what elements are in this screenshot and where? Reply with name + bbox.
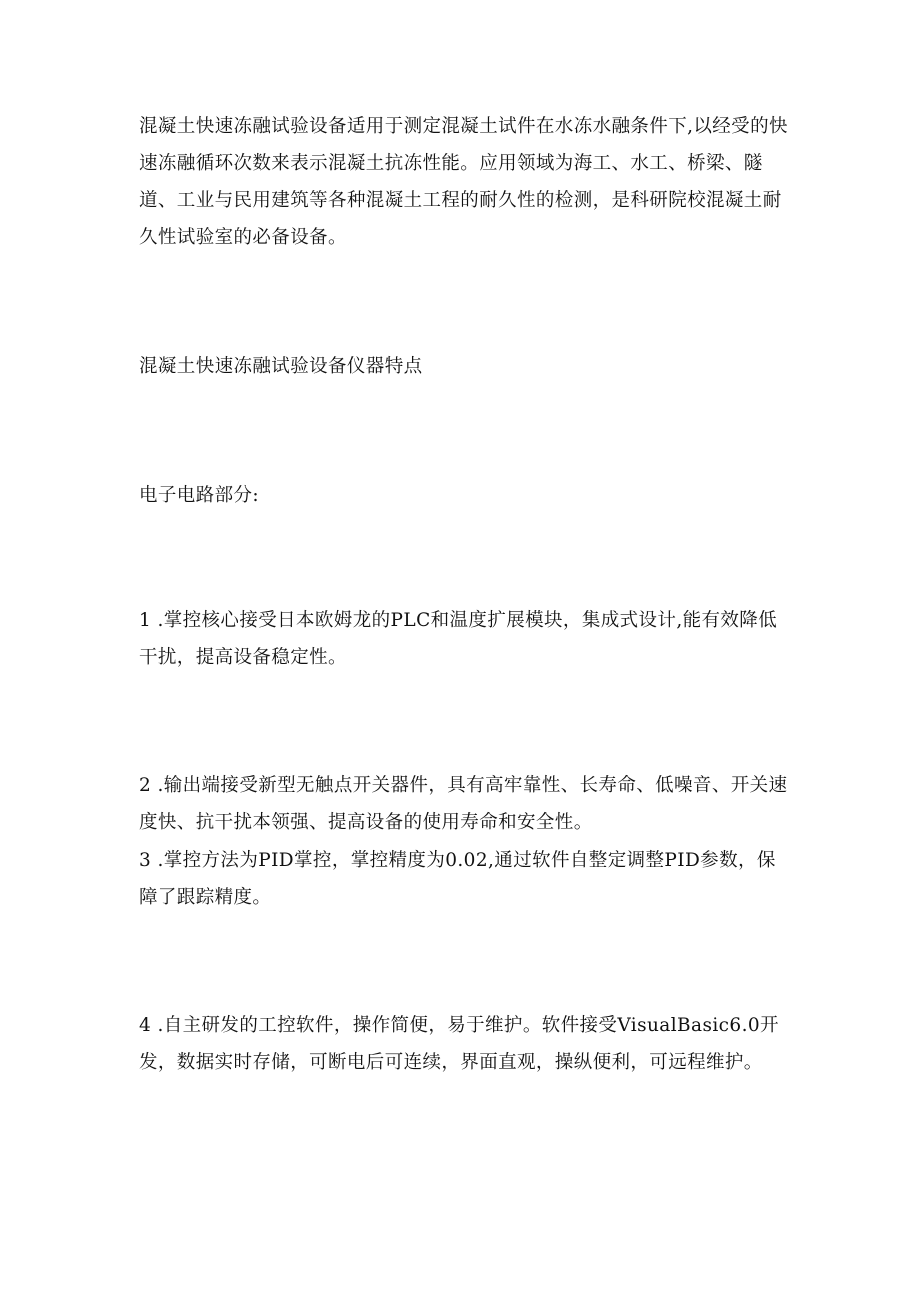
feature-item-1: 1 .掌控核心接受日本欧姆龙的PLC和温度扩展模块，集成式设计,能有效降低干扰，提高设备稳定性。 — [139, 610, 778, 668]
section-heading: 混凝土快速冻融试验设备仪器特点 — [139, 356, 423, 377]
intro-paragraph: 混凝土快速冻融试验设备适用于测定混凝土试件在水冻水融条件下,以经受的快速冻融循环次数来表示混凝土抗冻性能。应用领域为海工、水工、桥梁、隧道、工业与民用建筑等各种混凝土工程的耐久性的检测，是科研院校混凝土耐久性试验室的必备设备。 — [139, 116, 788, 248]
feature-item-4: 4 .自主研发的工控软件，操作简便，易于维护。软件接受VisualBasic6.0开发，数据实时存储，可断电后可连续，界面直观，操纵便利，可远程维护。 — [139, 1015, 779, 1073]
feature-item-2: 2 .输出端接受新型无触点开关器件，具有高牢靠性、长寿命、低噪音、开关速度快、抗干扰本领强、提高设备的使用寿命和安全性。 — [139, 775, 788, 833]
feature-item-3: 3 .掌控方法为PID掌控，掌控精度为0.02,通过软件自整定调整PID参数，保障了跟踪精度。 — [139, 850, 776, 908]
subsection-heading: 电子电路部分: — [139, 485, 260, 506]
